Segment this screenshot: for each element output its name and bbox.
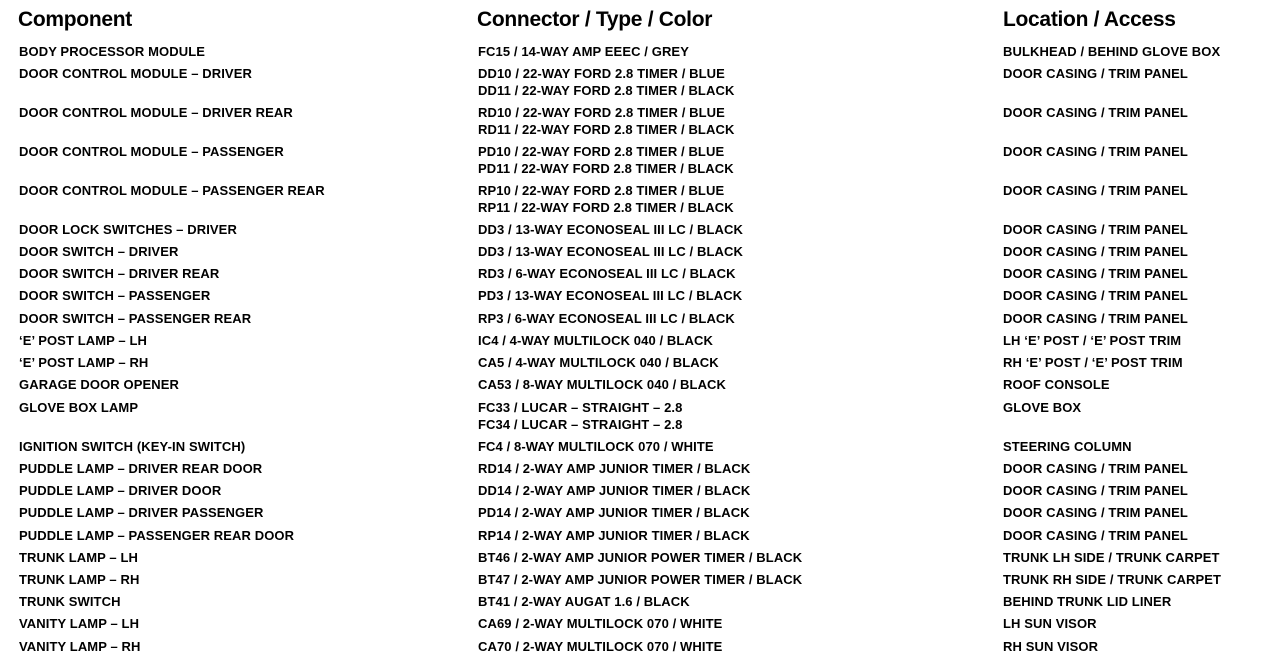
location-cell: DOOR CASING / TRIM PANEL [1003,105,1188,120]
connector-line: CA69 / 2-WAY MULTILOCK 070 / WHITE [478,616,723,631]
component-cell: DOOR CONTROL MODULE – PASSENGER REAR [19,183,325,198]
connector-line: DD14 / 2-WAY AMP JUNIOR TIMER / BLACK [478,483,751,498]
location-cell: GLOVE BOX [1003,400,1082,415]
component-cell: DOOR CONTROL MODULE – DRIVER [19,66,252,81]
connector-cell [478,460,750,477]
component-cell: PUDDLE LAMP – DRIVER REAR DOOR [19,461,263,476]
location-cell: DOOR CASING / TRIM PANEL [1003,183,1188,198]
component-cell: DOOR SWITCH – PASSENGER REAR [19,311,252,326]
connector-cell [478,482,750,499]
component-cell: TRUNK LAMP – LH [19,550,138,565]
location-cell: STEERING COLUMN [1003,439,1132,454]
connector-cell [478,143,734,177]
connector-cell [478,221,743,238]
connector-cell [478,182,734,216]
connector-line: RD10 / 22-WAY FORD 2.8 TIMER / BLUE [478,105,725,120]
connector-line: RP11 / 22-WAY FORD 2.8 TIMER / BLACK [478,200,734,215]
component-cell: BODY PROCESSOR MODULE [19,44,206,59]
component-cell: PUDDLE LAMP – DRIVER PASSENGER [19,505,264,520]
component-cell: DOOR SWITCH – DRIVER [19,244,179,259]
connector-line: RP14 / 2-WAY AMP JUNIOR TIMER / BLACK [478,528,750,543]
connector-line: FC4 / 8-WAY MULTILOCK 070 / WHITE [478,439,714,454]
connector-line: PD10 / 22-WAY FORD 2.8 TIMER / BLUE [478,144,725,159]
location-cell: LH ‘E’ POST / ‘E’ POST TRIM [1003,333,1182,348]
connector-line: DD11 / 22-WAY FORD 2.8 TIMER / BLACK [478,83,735,98]
connector-line: FC33 / LUCAR – STRAIGHT – 2.8 [478,400,683,415]
connector-cell [478,243,743,260]
location-cell: BULKHEAD / BEHIND GLOVE BOX [1003,44,1221,59]
location-cell: DOOR CASING / TRIM PANEL [1003,66,1188,81]
connector-line: PD3 / 13-WAY ECONOSEAL III LC / BLACK [478,288,743,303]
location-cell: DOOR CASING / TRIM PANEL [1003,222,1188,237]
component-cell: ‘E’ POST LAMP – RH [19,355,149,370]
connector-cell [478,638,722,655]
component-cell: GARAGE DOOR OPENER [19,377,179,392]
location-cell: DOOR CASING / TRIM PANEL [1003,461,1188,476]
connector-cell [478,438,714,455]
location-cell: DOOR CASING / TRIM PANEL [1003,311,1188,326]
connector-cell [478,310,735,327]
location-cell: DOOR CASING / TRIM PANEL [1003,505,1188,520]
location-cell: TRUNK LH SIDE / TRUNK CARPET [1003,550,1220,565]
location-cell: DOOR CASING / TRIM PANEL [1003,244,1188,259]
component-cell: TRUNK SWITCH [19,594,121,609]
connector-cell [478,354,719,371]
connector-cell [478,593,690,610]
component-cell: IGNITION SWITCH (KEY-IN SWITCH) [19,439,246,454]
component-cell: DOOR CONTROL MODULE – PASSENGER [19,144,284,159]
connector-line: RP10 / 22-WAY FORD 2.8 TIMER / BLUE [478,183,725,198]
connector-cell [478,504,750,521]
component-cell: DOOR LOCK SWITCHES – DRIVER [19,222,237,237]
header-location: Location / Access [1003,8,1176,31]
location-cell: DOOR CASING / TRIM PANEL [1003,288,1188,303]
connector-line: FC15 / 14-WAY AMP EEEC / GREY [478,44,689,59]
location-cell: DOOR CASING / TRIM PANEL [1003,483,1188,498]
location-cell: RH SUN VISOR [1003,639,1099,654]
component-cell: DOOR CONTROL MODULE – DRIVER REAR [19,105,293,120]
component-cell: PUDDLE LAMP – PASSENGER REAR DOOR [19,528,295,543]
component-cell: TRUNK LAMP – RH [19,572,140,587]
component-cell: GLOVE BOX LAMP [19,400,139,415]
connector-line: DD10 / 22-WAY FORD 2.8 TIMER / BLUE [478,66,725,81]
connector-cell [478,399,682,433]
component-cell: PUDDLE LAMP – DRIVER DOOR [19,483,222,498]
connector-line: CA5 / 4-WAY MULTILOCK 040 / BLACK [478,355,719,370]
component-cell: VANITY LAMP – RH [19,639,141,654]
connector-line: BT47 / 2-WAY AMP JUNIOR POWER TIMER / BLACK [478,572,803,587]
header-component: Component [18,8,132,31]
connector-cell [478,65,734,99]
connector-line: PD14 / 2-WAY AMP JUNIOR TIMER / BLACK [478,505,750,520]
component-cell: DOOR SWITCH – PASSENGER [19,288,211,303]
connector-cell [478,43,689,60]
connector-cell [478,332,713,349]
location-cell: ROOF CONSOLE [1003,377,1110,392]
connector-line: DD3 / 13-WAY ECONOSEAL III LC / BLACK [478,222,743,237]
connector-cell [478,104,734,138]
connector-line: CA53 / 8-WAY MULTILOCK 040 / BLACK [478,377,727,392]
connector-cell [478,571,802,588]
connector-cell [478,527,750,544]
header-connector: Connector / Type / Color [477,8,713,31]
location-cell: LH SUN VISOR [1003,616,1097,631]
connector-line: BT41 / 2-WAY AUGAT 1.6 / BLACK [478,594,690,609]
connector-line: RD3 / 6-WAY ECONOSEAL III LC / BLACK [478,266,736,281]
connector-line: RD11 / 22-WAY FORD 2.8 TIMER / BLACK [478,122,735,137]
connector-line: IC4 / 4-WAY MULTILOCK 040 / BLACK [478,333,713,348]
location-cell: BEHIND TRUNK LID LINER [1003,594,1172,609]
connector-line: RP3 / 6-WAY ECONOSEAL III LC / BLACK [478,311,735,326]
connector-line: BT46 / 2-WAY AMP JUNIOR POWER TIMER / BLACK [478,550,803,565]
component-cell: VANITY LAMP – LH [19,616,140,631]
location-cell: TRUNK RH SIDE / TRUNK CARPET [1003,572,1222,587]
connector-cell [478,376,726,393]
component-cell: ‘E’ POST LAMP – LH [19,333,147,348]
connector-cell [478,615,722,632]
location-cell: DOOR CASING / TRIM PANEL [1003,266,1188,281]
connector-cell [478,549,802,566]
connector-cell [478,265,736,282]
connector-line: PD11 / 22-WAY FORD 2.8 TIMER / BLACK [478,161,734,176]
connector-line: FC34 / LUCAR – STRAIGHT – 2.8 [478,417,683,432]
component-cell: DOOR SWITCH – DRIVER REAR [19,266,220,281]
connector-cell [478,287,742,304]
location-cell: RH ‘E’ POST / ‘E’ POST TRIM [1003,355,1183,370]
connector-line: CA70 / 2-WAY MULTILOCK 070 / WHITE [478,639,723,654]
connector-line: RD14 / 2-WAY AMP JUNIOR TIMER / BLACK [478,461,751,476]
location-cell: DOOR CASING / TRIM PANEL [1003,528,1188,543]
connector-line: DD3 / 13-WAY ECONOSEAL III LC / BLACK [478,244,743,259]
location-cell: DOOR CASING / TRIM PANEL [1003,144,1188,159]
